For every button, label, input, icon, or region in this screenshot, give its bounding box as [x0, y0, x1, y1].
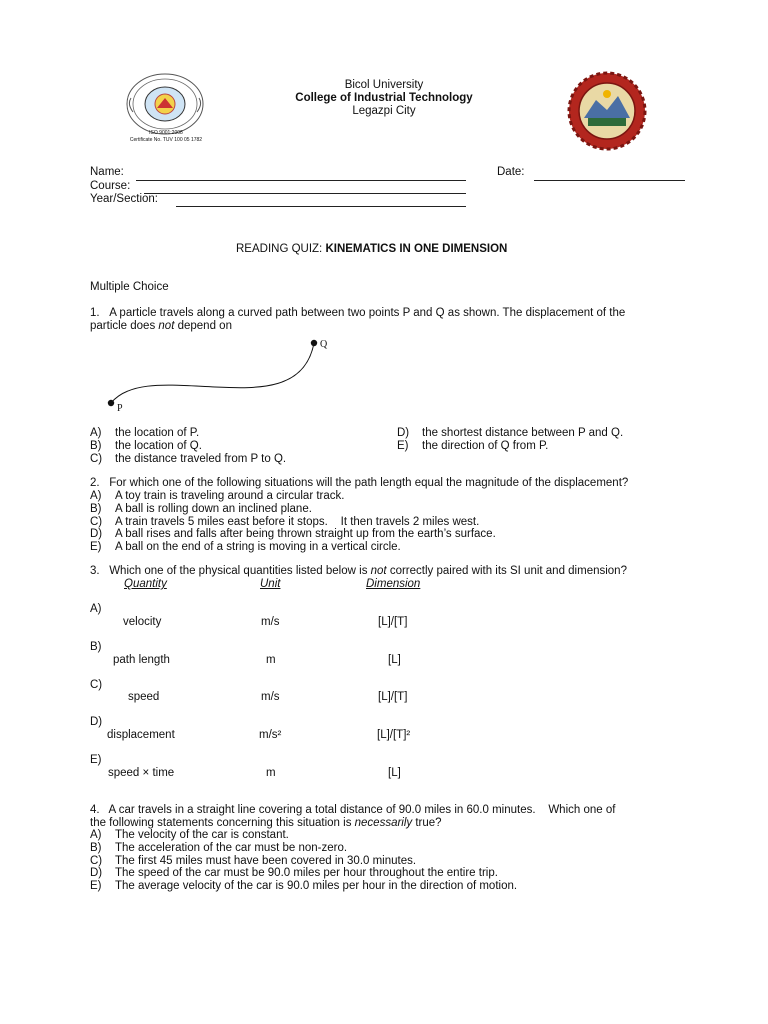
q4-option-d[interactable]: D) The speed of the car must be 90.0 miles per hour throughout the entire trip. [90, 867, 498, 879]
q2-text: For which one of the following situations will the path length equal the magnitude of the displacement? [109, 477, 629, 489]
q3-emphasis: not [370, 565, 387, 577]
quiz-title-prefix: READING QUIZ: [236, 243, 326, 255]
q1-option-a[interactable]: A) the location of P. [90, 427, 200, 439]
q3-option-e-letter[interactable]: E) [90, 754, 102, 766]
q1-option-d[interactable]: D) the shortest distance between P and Q. [397, 427, 624, 439]
col-header-quantity: Quantity [124, 578, 167, 590]
question-3: 3. Which one of the physical quantities listed below is not correctly paired with its SI unit and dimension? [90, 565, 627, 577]
q1-option-e[interactable]: E) the direction of Q from P. [397, 440, 549, 452]
q1-option-c[interactable]: C) the distance traveled from P to Q. [90, 453, 287, 465]
q3-option-e-unit: m [266, 767, 276, 779]
q3-option-a-unit: m/s [261, 616, 280, 628]
q2-option-c[interactable]: C) A train travels 5 miles east before it stops. It then travels 2 miles west. [90, 516, 480, 528]
university-name: Bicol University [344, 79, 424, 91]
q3-option-a-letter[interactable]: A) [90, 603, 102, 615]
q2-option-b[interactable]: B) A ball is rolling down an inclined plane. [90, 503, 312, 515]
q3-option-c-quantity: speed [128, 691, 160, 703]
q4-text-line2: the following statements concerning this situation is [90, 817, 355, 829]
q2-option-e[interactable]: E) A ball on the end of a string is moving in a vertical circle. [90, 541, 401, 553]
section-heading: Multiple Choice [90, 281, 169, 293]
question-4: 4. A car travels in a straight line covering a total distance of 90.0 miles in 60.0 minutes. Which one of the following statements concerning this situation is necessarily true? [90, 804, 616, 829]
course-label: Course: [90, 180, 131, 192]
q3-option-c-letter[interactable]: C) [90, 679, 103, 691]
q1-text-line2: particle does [90, 320, 159, 332]
col-header-unit: Unit [260, 578, 281, 590]
q4-option-b[interactable]: B) The acceleration of the car must be non-zero. [90, 842, 348, 854]
q3-option-c-unit: m/s [261, 691, 280, 703]
quiz-title-main: KINEMATICS IN ONE DIMENSION [325, 243, 508, 255]
q2-number: 2. [90, 477, 100, 489]
q1-text-line2-end: depend on [174, 320, 232, 332]
quiz-title [236, 243, 507, 255]
college-name: College of Industrial Technology [295, 92, 473, 104]
q4-emphasis: necessarily [354, 817, 413, 829]
city-name: Legazpi City [352, 105, 416, 117]
year-section-label: Year/Section: [90, 193, 158, 205]
logo-cert-text: Certificate No. TUV 100 05 1782 [129, 137, 203, 143]
q2-option-d[interactable]: D) A ball rises and falls after being thrown straight up from the earth’s surface. [90, 528, 496, 540]
year-section-field[interactable] [176, 206, 466, 207]
logo-iso-text: ISO 9001:2008 [149, 130, 183, 136]
path-diagram [100, 335, 340, 420]
q3-option-d-unit: m/s² [259, 729, 282, 741]
q4-text-line1: A car travels in a straight line covering a total distance of 90.0 miles in 60.0 minutes. Which one of [108, 804, 616, 816]
q1-option-b[interactable]: B) the location of Q. [90, 440, 202, 452]
q3-option-a-dimension: [L]/[T] [378, 616, 408, 628]
q3-option-e-quantity: speed × time [108, 767, 175, 779]
name-field[interactable] [136, 180, 466, 181]
q3-option-e-dimension: [L] [388, 767, 401, 779]
label-q: Q [320, 339, 328, 350]
q3-option-b-unit: m [266, 654, 276, 666]
q3-option-a-quantity: velocity [123, 616, 162, 628]
point-q [311, 340, 317, 346]
q3-option-d-quantity: displacement [107, 729, 175, 741]
question-2 [90, 477, 628, 490]
q4-number: 4. [90, 804, 100, 816]
q3-option-c-dimension: [L]/[T] [378, 691, 408, 703]
q1-emphasis: not [158, 320, 175, 332]
q4-option-c[interactable]: C) The first 45 miles must have been covered in 30.0 minutes. [90, 855, 417, 867]
q3-option-b-dimension: [L] [388, 654, 401, 666]
name-label: Name: [90, 166, 124, 178]
q1-number: 1. [90, 307, 100, 319]
q1-text-line1: A particle travels along a curved path between two points P and Q as shown. The displacement of the [109, 307, 626, 319]
q3-option-b-quantity: path length [113, 654, 170, 666]
question-1 [90, 307, 690, 333]
course-field[interactable] [144, 193, 466, 194]
q3-number: 3. [90, 565, 100, 577]
q3-option-d-letter[interactable]: D) [90, 716, 103, 728]
q4-option-e[interactable]: E) The average velocity of the car is 90.0 miles per hour in the direction of motion. [90, 880, 518, 892]
date-label: Date: [497, 166, 525, 178]
college-seal-logo [566, 70, 648, 152]
col-header-dimension: Dimension [366, 578, 421, 590]
curved-path [111, 343, 314, 403]
date-field[interactable] [534, 180, 685, 181]
q3-option-d-dimension: [L]/[T]² [377, 729, 411, 741]
label-p: P [117, 403, 123, 414]
bicol-university-logo [117, 68, 213, 148]
q3-option-b-letter[interactable]: B) [90, 641, 102, 653]
q2-option-a[interactable]: A) A toy train is traveling around a circular track. [90, 490, 345, 502]
q4-option-a[interactable]: A) The velocity of the car is constant. [90, 829, 289, 841]
point-p [108, 400, 114, 406]
